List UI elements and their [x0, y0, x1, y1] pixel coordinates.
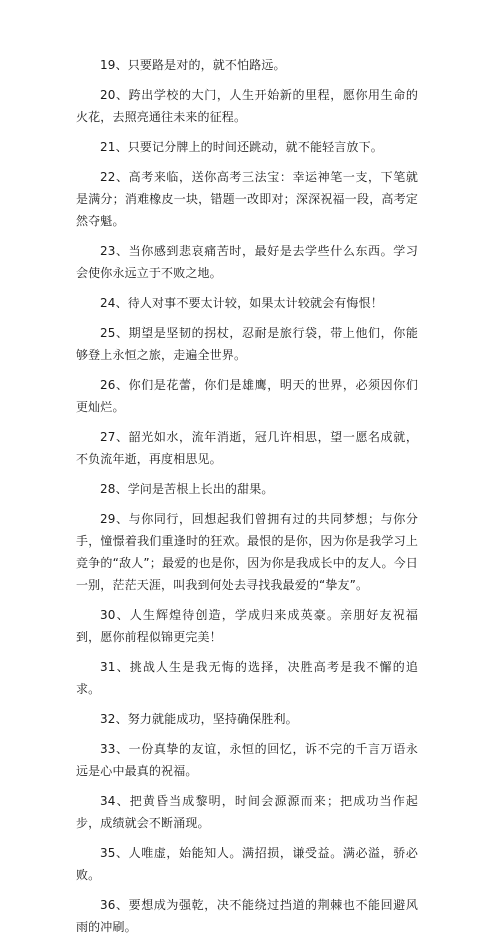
quote-paragraph: 20、跨出学校的大门，人生开始新的里程，愿你用生命的火花，去照亮通往未来的征程。 — [76, 88, 418, 124]
quote-paragraph: 25、期望是坚韧的拐杖，忍耐是旅行袋，带上他们，你能够登上永恒之旅，走遍全世界。 — [76, 326, 418, 362]
quote-paragraph: 24、待人对事不要太计较，如果太计较就会有悔恨！ — [100, 296, 383, 310]
quote-paragraph: 33、一份真挚的友谊，永恒的回忆，诉不完的千言万语永远是心中最真的祝福。 — [76, 742, 418, 778]
quote-paragraph: 35、人唯虚，始能知人。满招损，谦受益。满必溢，骄必败。 — [76, 846, 418, 882]
quote-paragraph: 31、挑战人生是我无悔的选择，决胜高考是我不懈的追求。 — [76, 660, 418, 696]
quote-paragraph: 27、韶光如水，流年消逝，冠几许相思，望一愿名成就，不负流年逝，再度相思见。 — [76, 430, 418, 466]
quote-paragraph: 36、要想成为强乾，决不能绕过挡道的荆棘也不能回避风雨的冲刷。 — [76, 898, 418, 934]
quote-paragraph: 32、努力就能成功，坚持确保胜利。 — [100, 712, 298, 726]
quote-paragraph: 21、只要记分牌上的时间还跳动，就不能轻言放下。 — [100, 140, 383, 154]
quote-paragraph: 26、你们是花蕾，你们是雄鹰，明天的世界，必须因你们更灿烂。 — [76, 378, 418, 414]
quote-paragraph: 22、高考来临，送你高考三法宝：幸运神笔一支，下笔就是满分；消难橡皮一块，错题一改即对；深深祝福一段，高考定然夺魁。 — [76, 170, 418, 228]
quote-paragraph: 29、与你同行，回想起我们曾拥有过的共同梦想；与你分手，憧憬着我们重逢时的狂欢。最恨的是你，因为你是我学习上竞争的“敌人”；最爱的也是你，因为你是我成长中的友人。今日一别，茫茫天涯，叫我到何处去寻找我最爱的“挚友”。 — [76, 512, 418, 592]
quote-paragraph: 23、当你感到悲哀痛苦时，最好是去学些什么东西。学习会使你永远立于不败之地。 — [76, 244, 418, 280]
quote-paragraph: 30、人生辉煌待创造，学成归来成英豪。亲朋好友祝福到，愿你前程似锦更完美！ — [76, 608, 418, 644]
quote-paragraph: 28、学问是苦根上长出的甜果。 — [100, 482, 274, 496]
quote-paragraph: 19、只要路是对的，就不怕路远。 — [100, 58, 286, 72]
quote-paragraph: 34、把黄昏当成黎明，时间会源源而来；把成功当作起步，成绩就会不断涌现。 — [76, 794, 418, 830]
